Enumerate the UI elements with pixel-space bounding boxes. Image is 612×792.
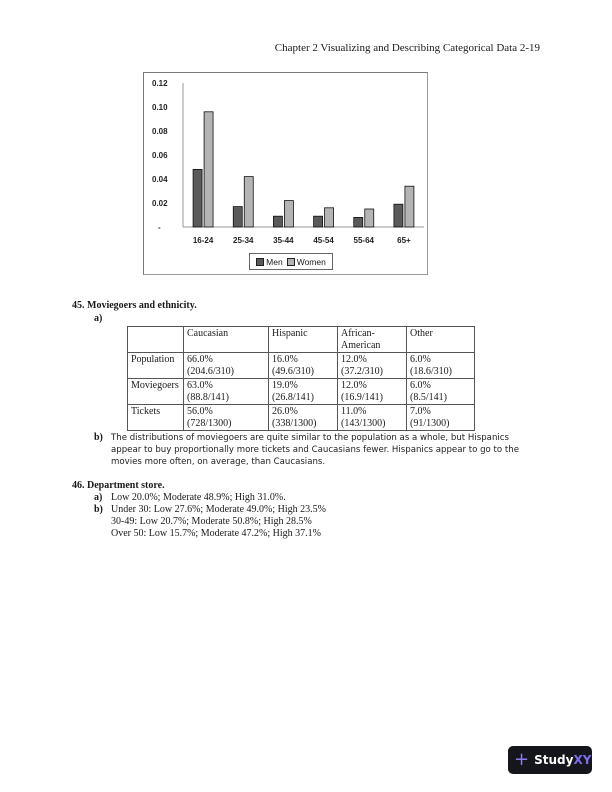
svg-text:65+: 65+: [397, 236, 411, 245]
q45-part-b-label: b): [94, 432, 103, 443]
q46-line: 30-49: Low 20.7%; Moderate 50.8%; High 28.5%: [111, 516, 312, 527]
bar-chart: [143, 72, 428, 275]
bar-men-65+: [394, 204, 403, 227]
legend-men: Men: [256, 257, 283, 267]
svg-text:-: -: [158, 223, 161, 232]
svg-text:35-44: 35-44: [273, 236, 294, 245]
table-row: [128, 405, 475, 431]
q46-line: Over 50: Low 15.7%; Moderate 47.2%; High 37.1%: [111, 528, 321, 539]
table-cell: 11.0% (143/1300): [338, 405, 407, 431]
ethnicity-table: [127, 326, 475, 431]
table-cell: 16.0% (49.6/310): [269, 353, 338, 379]
table-cell: 7.0% (91/1300): [407, 405, 475, 431]
q46-part-a-label: a): [94, 492, 103, 503]
question-45-title: 45. Moviegoers and ethnicity.: [72, 300, 197, 311]
table-cell: 6.0% (18.6/310): [407, 353, 475, 379]
bar-men-16-24: [193, 169, 202, 227]
svg-text:25-34: 25-34: [233, 236, 254, 245]
table-cell: 19.0% (26.8/141): [269, 379, 338, 405]
chart-legend: [249, 253, 333, 270]
q45-part-a-label: a): [94, 313, 103, 324]
svg-text:0.06: 0.06: [152, 151, 168, 160]
bar-men-25-34: [233, 207, 242, 227]
svg-text:0.04: 0.04: [152, 175, 168, 184]
table-header-cell: [128, 327, 184, 353]
bar-men-35-44: [273, 216, 282, 227]
table-cell: 6.0% (8.5/141): [407, 379, 475, 405]
table-cell: 63.0% (88.8/141): [184, 379, 269, 405]
table-header-cell: African-American: [338, 327, 407, 353]
q46-part-b-label: b): [94, 504, 103, 515]
chart-plot: [144, 73, 429, 276]
bar-women-16-24: [204, 112, 213, 227]
table-header-cell: Caucasian: [184, 327, 269, 353]
svg-text:45-54: 45-54: [313, 236, 334, 245]
table-cell: 56.0% (728/1300): [184, 405, 269, 431]
table-header-cell: Hispanic: [269, 327, 338, 353]
bar-women-55-64: [365, 209, 374, 227]
table-row: [128, 353, 475, 379]
row-label: Tickets: [128, 405, 184, 431]
svg-text:0.02: 0.02: [152, 199, 168, 208]
q46-part-a-text: Low 20.0%; Moderate 48.9%; High 31.0%.: [111, 492, 286, 503]
studyxy-badge[interactable]: [508, 746, 592, 774]
bar-women-35-44: [284, 201, 293, 227]
table-cell: 26.0% (338/1300): [269, 405, 338, 431]
bar-women-65+: [405, 186, 414, 227]
table-cell: 12.0% (37.2/310): [338, 353, 407, 379]
q45-part-b-text: The distributions of moviegoers are quite similar to the population as a whole, but Hispanics appear to buy proportionally more tickets and Caucasians fewer. Hispanics appear to go to the movies more often, on average, than Caucasians.: [111, 433, 520, 467]
brand-name: StudyXY: [534, 753, 592, 767]
table-cell: 66.0% (204.6/310): [184, 353, 269, 379]
table-row: [128, 379, 475, 405]
table-header-row: [128, 327, 475, 353]
question-46-title: 46. Department store.: [72, 480, 165, 491]
plus-icon: +: [514, 749, 530, 770]
bar-women-45-54: [325, 208, 334, 227]
row-label: Moviegoers: [128, 379, 184, 405]
bar-men-45-54: [314, 216, 323, 227]
bar-men-55-64: [354, 217, 363, 227]
q46-part-b-lines: [111, 504, 326, 540]
svg-text:0.08: 0.08: [152, 127, 168, 136]
svg-text:0.10: 0.10: [152, 103, 168, 112]
table-header-cell: Other: [407, 327, 475, 353]
bar-women-25-34: [244, 177, 253, 227]
svg-text:16-24: 16-24: [192, 236, 214, 245]
table-cell: 12.0% (16.9/141): [338, 379, 407, 405]
legend-women: Women: [287, 257, 326, 267]
row-label: Population: [128, 353, 184, 379]
q46-line: Under 30: Low 27.6%; Moderate 49.0%; High 23.5%: [111, 504, 326, 515]
running-header: Chapter 2 Visualizing and Describing Categorical Data 2-19: [274, 42, 540, 54]
svg-text:55-64: 55-64: [353, 236, 374, 245]
svg-text:0.12: 0.12: [152, 79, 168, 88]
